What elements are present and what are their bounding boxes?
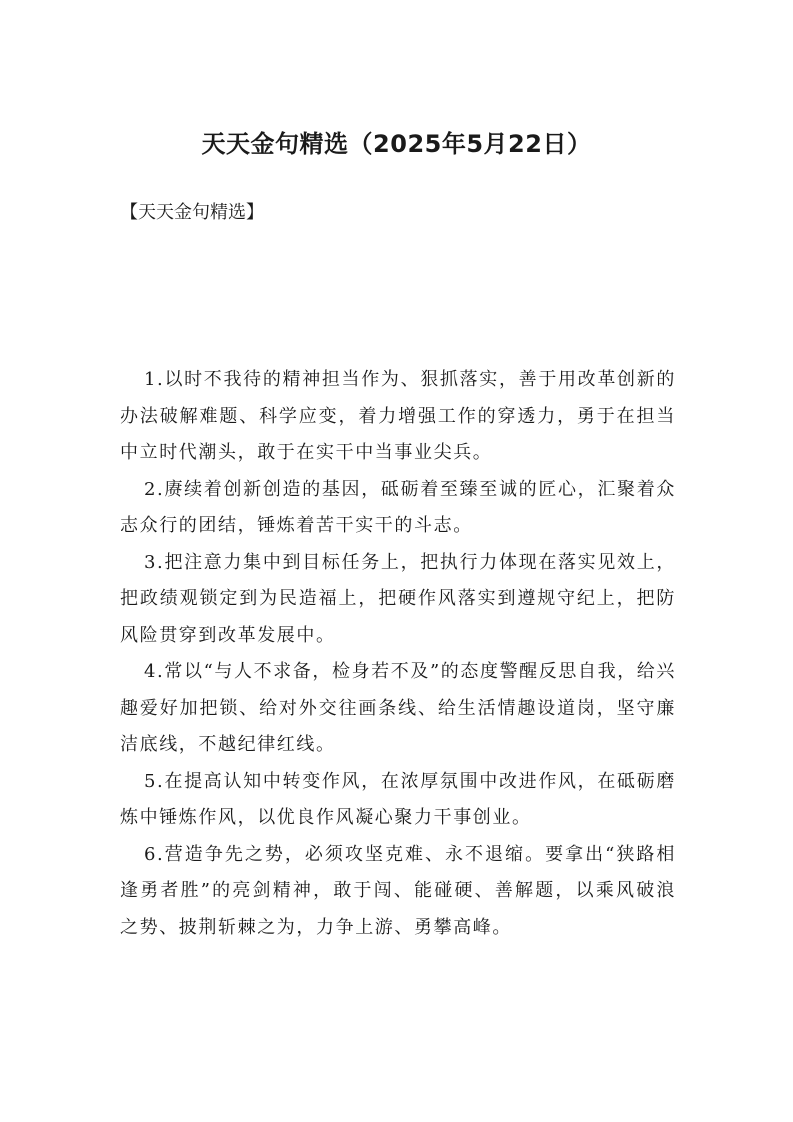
paragraph-4: 4.常以“与人不求备，检身若不及”的态度警醒反思自我，给兴趣爱好加把锁、给对外交往画条线、给生活情趣设道岗，坚守廉洁底线，不越纪律红线。 <box>120 661 676 755</box>
document-title: 天天金句精选（2025年5月22日） <box>201 130 592 158</box>
document-body <box>120 362 676 946</box>
paragraph-6: 6.营造争先之势，必须攻坚克难、永不退缩。要拿出“狭路相逢勇者胜”的亮剑精神，敢于闯、能碰硬、善解题，以乘风破浪之势、披荆斩棘之为，力争上游、勇攀高峰。 <box>120 843 676 938</box>
paragraph-3: 3.把注意力集中到目标任务上，把执行力体现在落实见效上，把政绩观锁定到为民造福上，把硬作风落实到遵规守纪上，把防风险贯穿到改革发展中。 <box>120 551 676 646</box>
section-label: 【天天金句精选】 <box>120 202 264 223</box>
paragraph-5: 5.在提高认知中转变作风，在浓厚氛围中改进作风，在砥砺磨炼中锤炼作风，以优良作风凝心聚力干事创业。 <box>120 770 676 828</box>
paragraph-1: 1.以时不我待的精神担当作为、狠抓落实，善于用改革创新的办法破解难题、科学应变，着力增强工作的穿透力，勇于在担当中立时代潮头，敢于在实干中当事业尖兵。 <box>120 369 676 463</box>
paragraph-2: 2.赓续着创新创造的基因，砥砺着至臻至诚的匠心，汇聚着众志众行的团结，锤炼着苦干实干的斗志。 <box>120 478 676 536</box>
